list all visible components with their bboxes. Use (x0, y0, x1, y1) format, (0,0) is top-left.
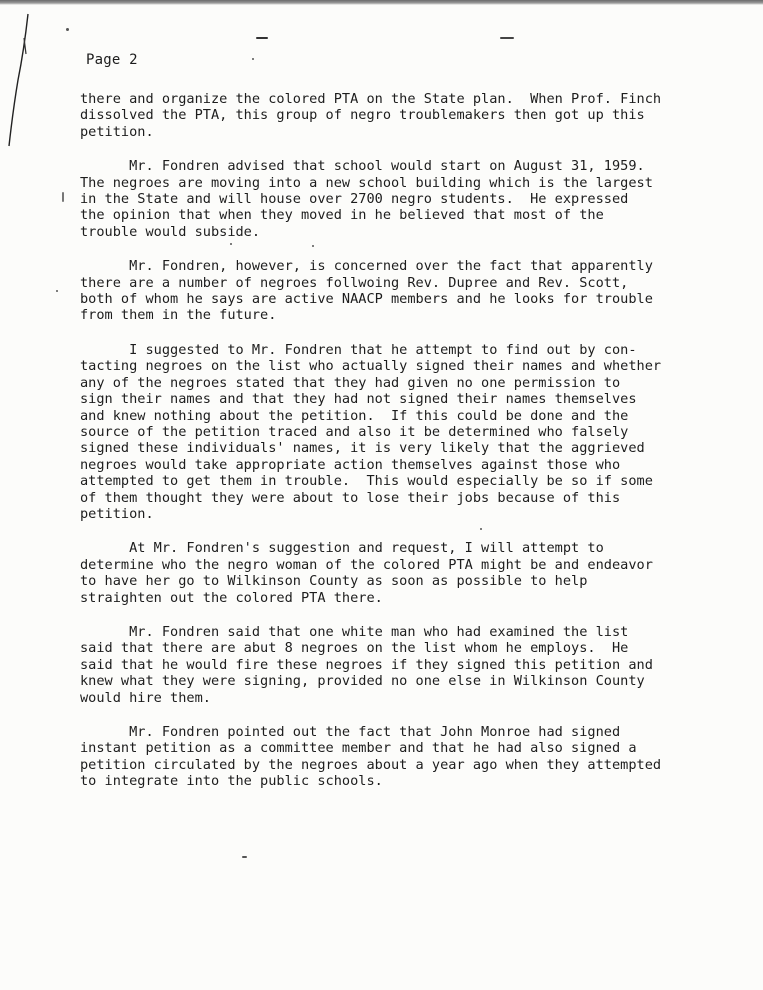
text-line: of them thought they were about to lose their jobs because of this (80, 489, 621, 506)
page-number: Page 2 (86, 52, 138, 68)
scan-speck (242, 856, 247, 858)
paragraph-gap (80, 706, 730, 724)
scan-speck (66, 28, 69, 31)
paragraph (80, 258, 730, 324)
text-line: said that there are abut 8 negroes on the list whom he employs. He (80, 640, 629, 657)
paragraph-gap (80, 606, 730, 624)
text-line: attempted to get them in trouble. This would especially be so if some (80, 473, 653, 490)
text-line: from them in the future. (80, 307, 277, 324)
scan-speck (256, 37, 268, 39)
paragraph-gap (80, 140, 730, 158)
text-line: petition. (80, 505, 154, 522)
paragraph (80, 158, 730, 240)
text-line: Mr. Fondren pointed out the fact that John Monroe had signed (80, 724, 621, 740)
text-line: the opinion that when they moved in he believed that most of the (80, 207, 604, 224)
text-line: both of whom he says are active NAACP members and he looks for trouble (80, 291, 653, 308)
text-line: signed these individuals' names, it is very likely that the aggrieved (80, 440, 645, 457)
text-line: instant petition as a committee member and that he had also signed a (80, 740, 637, 757)
text-line: said that he would fire these negroes if they signed this petition and (80, 656, 653, 673)
scan-speck (480, 528, 482, 530)
paragraph (80, 91, 730, 140)
text-line: petition circulated by the negroes about a year ago when they attempted (80, 756, 662, 773)
text-line: knew what they were signing, provided no one else in Wilkinson County (80, 673, 645, 690)
text-line: Mr. Fondren advised that school would start on August 31, 1959. (80, 158, 645, 175)
text-line: Mr. Fondren said that one white man who had examined the list (80, 623, 629, 640)
text-line: source of the petition traced and also it be determined who falsely (80, 423, 629, 440)
scan-speck (62, 192, 64, 202)
scan-speck (56, 290, 58, 292)
text-line: in the State and will house over 2700 negro students. He expressed (80, 191, 629, 208)
text-line: there are a number of negroes follwoing Rev. Dupree and Rev. Scott, (80, 274, 629, 291)
scan-speck (312, 245, 314, 247)
scan-speck (500, 37, 514, 39)
text-line: to integrate into the public schools. (80, 773, 383, 790)
paragraph-gap (80, 240, 730, 258)
paragraph (80, 342, 730, 522)
text-line: any of the negroes stated that they had given no one permission to (80, 374, 621, 391)
text-line: Mr. Fondren, however, is concerned over the fact that apparently (80, 258, 653, 275)
text-line: negroes would take appropriate action themselves against those who (80, 456, 621, 473)
paragraph-gap (80, 522, 730, 540)
text-line: there and organize the colored PTA on the State plan. When Prof. Finch (80, 91, 662, 107)
paragraph (80, 540, 730, 606)
text-line: petition. (80, 123, 154, 140)
text-line: sign their names and that they had not signed their names themselves (80, 391, 637, 408)
scan-speck (230, 243, 232, 245)
text-line: dissolved the PTA, this group of negro troublemakers then got up this (80, 107, 645, 124)
text-line: I suggested to Mr. Fondren that he attempt to find out by con- (80, 341, 637, 358)
scan-speck (252, 58, 254, 60)
margin-pen-mark (6, 10, 30, 150)
text-line: to have her go to Wilkinson County as soon as possible to help (80, 573, 588, 590)
text-line: trouble would subside. (80, 223, 261, 240)
text-line: would hire them. (80, 689, 211, 706)
text-line: straighten out the colored PTA there. (80, 589, 383, 606)
text-line: and knew nothing about the petition. If this could be done and the (80, 407, 629, 424)
document-body (80, 91, 730, 790)
paragraph (80, 724, 730, 790)
text-line: tacting negroes on the list who actually signed their names and whether (80, 358, 662, 375)
text-line: At Mr. Fondren's suggestion and request, I will attempt to (80, 540, 604, 557)
scan-top-edge (0, 0, 763, 5)
paragraph (80, 624, 730, 706)
text-line: The negroes are moving into a new school building which is the largest (80, 174, 653, 191)
text-line: determine who the negro woman of the colored PTA might be and endeavor (80, 556, 653, 573)
paragraph-gap (80, 324, 730, 342)
